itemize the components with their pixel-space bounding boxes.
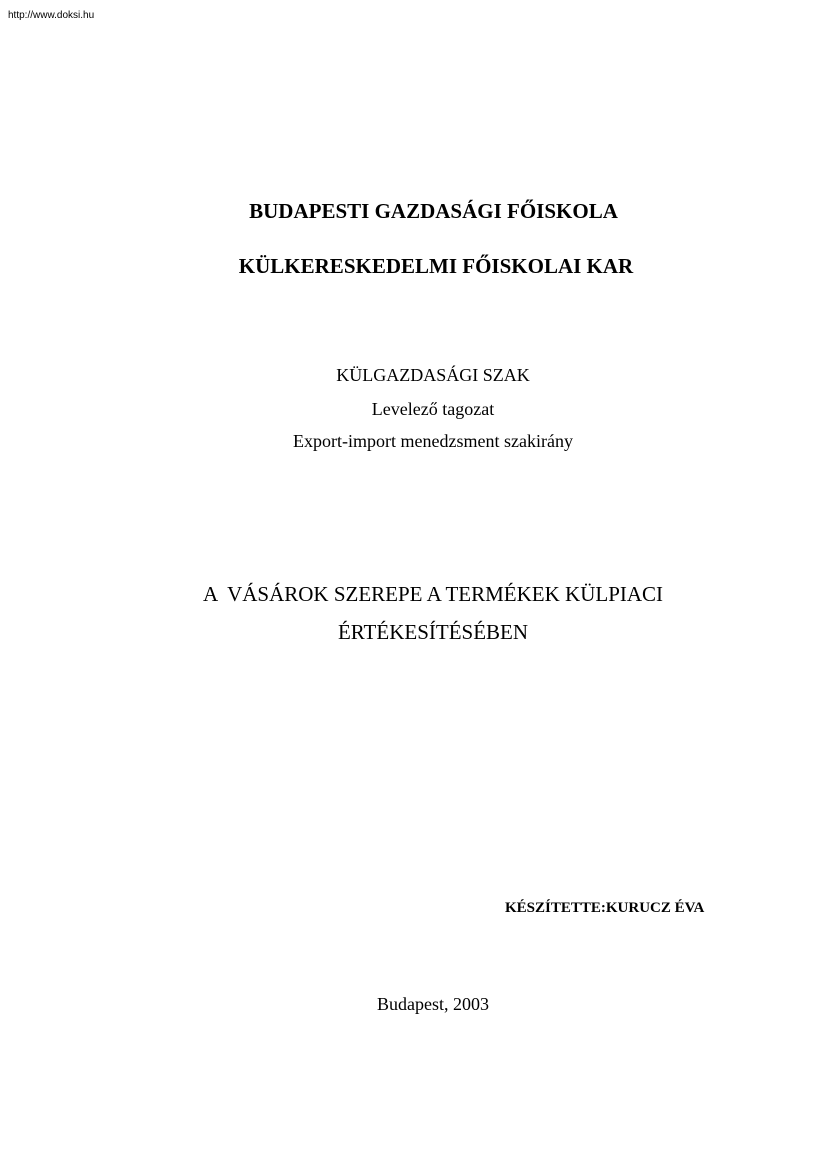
major-name: KÜLGAZDASÁGI SZAK — [336, 365, 530, 385]
thesis-title-line-1: A VÁSÁROK SZEREPE A TERMÉKEK KÜLPIACI — [202, 582, 664, 606]
study-mode: Levelező tagozat — [371, 399, 495, 419]
place-and-year: Budapest, 2003 — [377, 994, 489, 1014]
source-url[interactable]: http://www.doksi.hu — [8, 10, 95, 21]
specialization: Export-import menedzsment szakirány — [293, 431, 573, 451]
institution-name: BUDAPESTI GAZDASÁGI FŐISKOLA — [249, 199, 618, 223]
faculty-name: KÜLKERESKEDELMI FŐISKOLAI KAR — [238, 254, 634, 278]
thesis-title-line-2: ÉRTÉKESÍTÉSÉBEN — [337, 620, 529, 644]
author-line: KÉSZÍTETTE:KURUCZ ÉVA — [505, 900, 705, 916]
